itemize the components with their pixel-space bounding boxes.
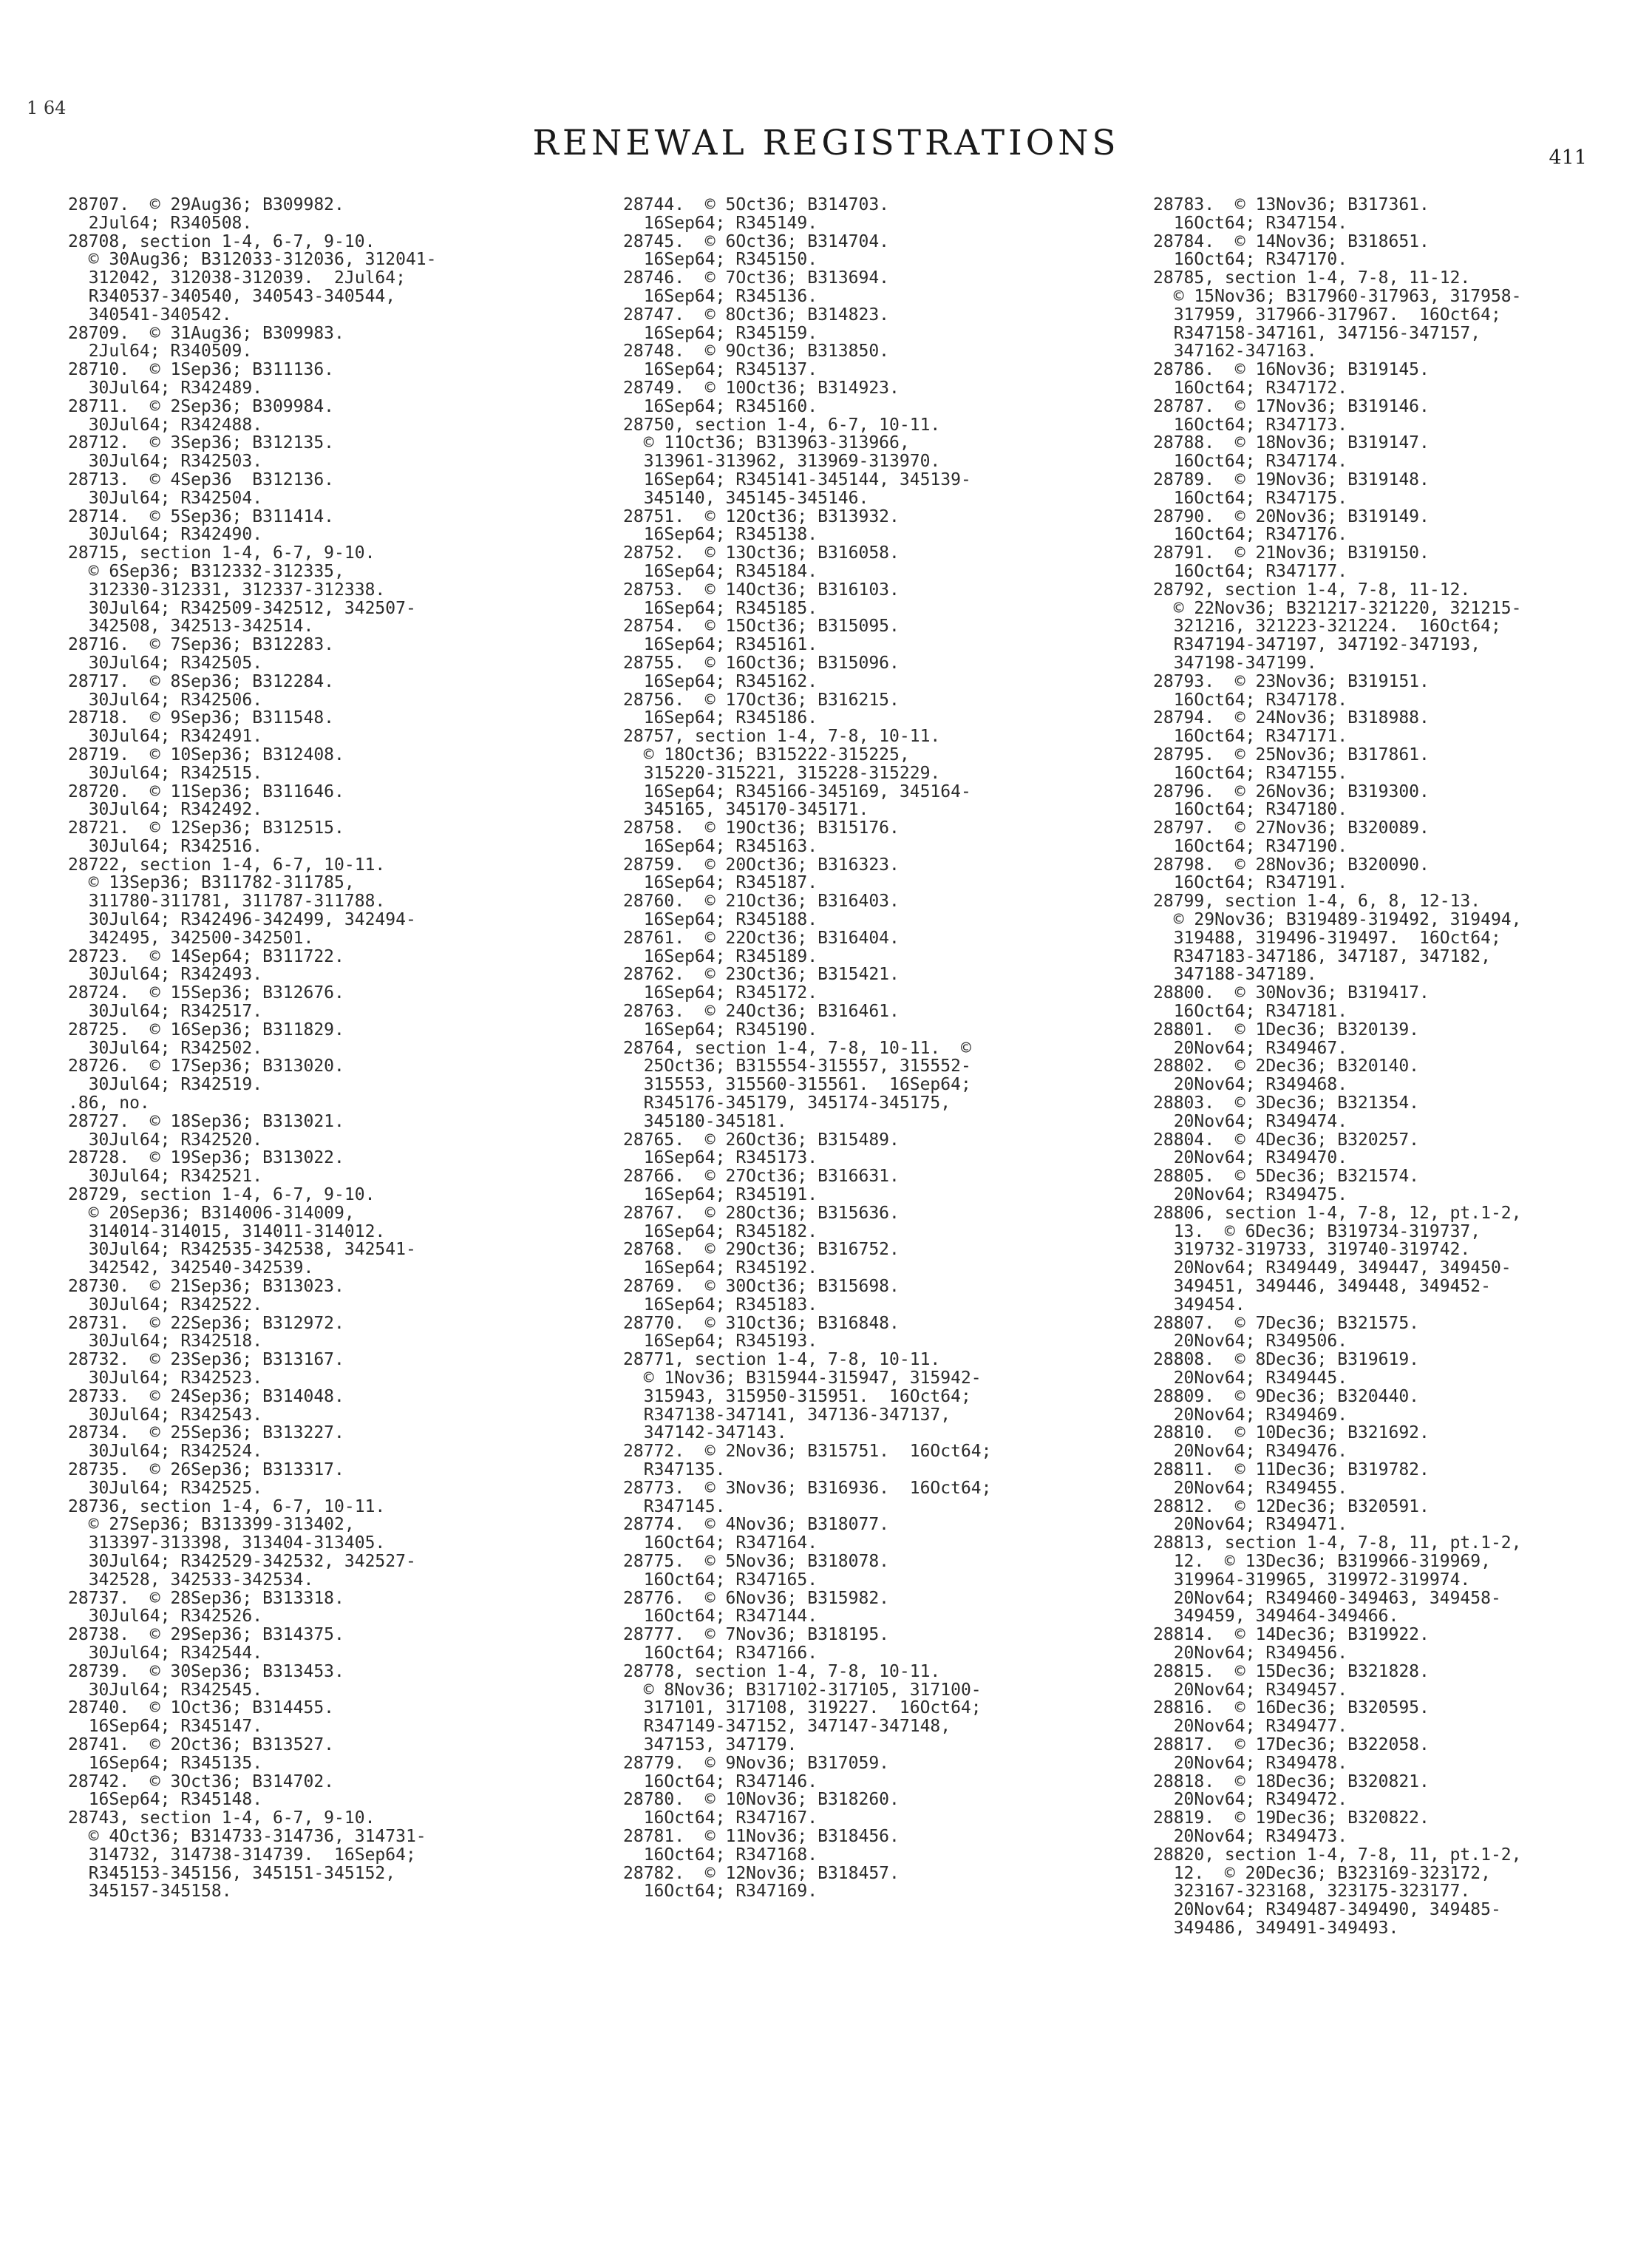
page-marker: 1 64 bbox=[27, 98, 67, 118]
registration-entry: 28718. © 9Sep36; B311548. 30Jul64; R342491. bbox=[68, 708, 335, 747]
registration-entry: 28726. © 17Sep36; B313020. 30Jul64; R342519. .86, no. bbox=[68, 1057, 344, 1113]
registration-entry: 28773. © 3Nov36; B316936. 16Oct64; R347145. bbox=[623, 1478, 992, 1516]
registration-entry: 28813, section 1-4, 7-8, 11, pt.1-2, 12. © 13Dec36; B319966-319969, 319964-319965, 319972-319974. 20Nov64; R349460-349463, 349458- 349459, 349464-349466. bbox=[1153, 1533, 1522, 1627]
registration-entry: 28760. © 21Oct36; B316403. 16Sep64; R345188. bbox=[623, 892, 900, 930]
registration-entry: 28796. © 26Nov36; B319300. 16Oct64; R347180. bbox=[1153, 781, 1430, 820]
registration-entry: 28714. © 5Sep36; B311414. 30Jul64; R342490. bbox=[68, 506, 335, 545]
registration-entry: 28716. © 7Sep36; B312283. 30Jul64; R342505. bbox=[68, 635, 335, 673]
registration-entry: 28775. © 5Nov36; B318078. 16Oct64; R347165. bbox=[623, 1551, 890, 1590]
registration-entry: 28707. © 29Aug36; B309982. 2Jul64; R340508. bbox=[68, 195, 344, 233]
registration-entry: 28770. © 31Oct36; B316848. 16Sep64; R345193. bbox=[623, 1313, 900, 1351]
registration-entry: 28782. © 12Nov36; B318457. 16Oct64; R347169. bbox=[623, 1863, 900, 1902]
registration-entry: 28780. © 10Nov36; B318260. 16Oct64; R347167. bbox=[623, 1790, 900, 1828]
registration-entry: 28739. © 30Sep36; B313453. 30Jul64; R342545. bbox=[68, 1661, 344, 1700]
registration-entry: 28754. © 15Oct36; B315095. 16Sep64; R345161. bbox=[623, 617, 900, 655]
registration-entry: 28820, section 1-4, 7-8, 11, pt.1-2, 12. © 20Dec36; B323169-323172, 323167-323168, 323175-323177. 20Nov64; R349487-349490, 349485- 349486, 349491-349493. bbox=[1153, 1845, 1522, 1938]
registration-entry: 28793. © 23Nov36; B319151. 16Oct64; R347178. bbox=[1153, 671, 1430, 710]
registration-entry: 28814. © 14Dec36; B319922. 20Nov64; R349456. bbox=[1153, 1625, 1430, 1663]
registration-entry: 28727. © 18Sep36; B313021. 30Jul64; R342520. bbox=[68, 1111, 344, 1150]
registration-entry: 28719. © 10Sep36; B312408. 30Jul64; R342515. bbox=[68, 745, 344, 783]
registration-entry: 28805. © 5Dec36; B321574. 20Nov64; R349475. bbox=[1153, 1167, 1420, 1205]
registration-entry: 28729, section 1-4, 6-7, 9-10. © 20Sep36; B314006-314009, 314014-314015, 314011-314012. 30Jul64; R342535-342538, 342541- 342542, 342540-342539. bbox=[68, 1185, 416, 1278]
registration-entry: 28736, section 1-4, 6-7, 10-11. © 27Sep36; B313399-313402, 313397-313398, 313404-313405. 30Jul64; R342529-342532, 342527- 342528, 342533-342534. bbox=[68, 1496, 416, 1590]
registration-entry: 28819. © 19Dec36; B320822. 20Nov64; R349473. bbox=[1153, 1808, 1430, 1846]
registration-entry: 28807. © 7Dec36; B321575. 20Nov64; R349506. bbox=[1153, 1313, 1420, 1351]
registration-entry: 28794. © 24Nov36; B318988. 16Oct64; R347171. bbox=[1153, 708, 1430, 747]
registration-entry: 28784. © 14Nov36; B318651. 16Oct64; R347170. bbox=[1153, 231, 1430, 270]
registration-entry: 28724. © 15Sep36; B312676. 30Jul64; R342517. bbox=[68, 983, 344, 1022]
registration-entry: 28803. © 3Dec36; B321354. 20Nov64; R349474. bbox=[1153, 1093, 1420, 1131]
registration-entry: 28746. © 7Oct36; B313694. 16Sep64; R345136. bbox=[623, 268, 890, 306]
registration-entry: 28795. © 25Nov36; B317861. 16Oct64; R347155. bbox=[1153, 745, 1430, 783]
registration-entry: 28765. © 26Oct36; B315489. 16Sep64; R345173. bbox=[623, 1130, 900, 1168]
registration-entry: 28798. © 28Nov36; B320090. 16Oct64; R347191. bbox=[1153, 855, 1430, 893]
registration-entry: 28757, section 1-4, 7-8, 10-11. © 18Oct36; B315222-315225, 315220-315221, 315228-315229. 16Sep64; R345166-345169, 345164- 345165, 345170-345171. bbox=[623, 727, 971, 820]
registration-entry: 28781. © 11Nov36; B318456. 16Oct64; R347168. bbox=[623, 1826, 900, 1865]
registration-entry: 28751. © 12Oct36; B313932. 16Sep64; R345138. bbox=[623, 506, 900, 545]
registration-entry: 28792, section 1-4, 7-8, 11-12. © 22Nov36; B321217-321220, 321215- 321216, 321223-321224. 16Oct64; R347194-347197, 347192-347193, 347198-347199. bbox=[1153, 580, 1522, 673]
registration-entry: 28779. © 9Nov36; B317059. 16Oct64; R347146. bbox=[623, 1753, 890, 1791]
column-2 bbox=[623, 196, 1133, 1901]
registration-entry: 28812. © 12Dec36; B320591. 20Nov64; R349471. bbox=[1153, 1496, 1430, 1535]
registration-entry: 28708, section 1-4, 6-7, 9-10. © 30Aug36; B312033-312036, 312041- 312042, 312038-312039. 2Jul64; R340537-340540, 340543-340544, 340541-340542. bbox=[68, 231, 437, 325]
registration-entry: 28801. © 1Dec36; B320139. 20Nov64; R349467. bbox=[1153, 1020, 1420, 1058]
page-title: RENEWAL REGISTRATIONS bbox=[532, 123, 1120, 163]
registration-entry: 28755. © 16Oct36; B315096. 16Sep64; R345162. bbox=[623, 653, 900, 691]
registration-entry: 28767. © 28Oct36; B315636. 16Sep64; R345182. bbox=[623, 1203, 900, 1241]
registration-entry: 28771, section 1-4, 7-8, 10-11. © 1Nov36; B315944-315947, 315942- 315943, 315950-315951. 16Oct64; R347138-347141, 347136-347137, 347142-347143. bbox=[623, 1350, 982, 1443]
registration-entry: 28725. © 16Sep36; B311829. 30Jul64; R342502. bbox=[68, 1020, 344, 1058]
registration-entry: 28811. © 11Dec36; B319782. 20Nov64; R349455. bbox=[1153, 1459, 1430, 1498]
registration-entry: 28735. © 26Sep36; B313317. 30Jul64; R342525. bbox=[68, 1459, 344, 1498]
registration-entry: 28799, section 1-4, 6, 8, 12-13. © 29Nov36; B319489-319492, 319494, 319488, 319496-319497. 16Oct64; R347183-347186, 347187, 347182, 347188-347189. bbox=[1153, 892, 1522, 985]
registration-entry: 28732. © 23Sep36; B313167. 30Jul64; R342523. bbox=[68, 1350, 344, 1388]
registration-entry: 28800. © 30Nov36; B319417. 16Oct64; R347181. bbox=[1153, 983, 1430, 1022]
registration-entry: 28816. © 16Dec36; B320595. 20Nov64; R349477. bbox=[1153, 1698, 1430, 1737]
registration-entry: 28722, section 1-4, 6-7, 10-11. © 13Sep36; B311782-311785, 311780-311781, 311787-311788. 30Jul64; R342496-342499, 342494- 342495, 342500-342501. bbox=[68, 855, 416, 948]
registration-entry: 28810. © 10Dec36; B321692. 20Nov64; R349476. bbox=[1153, 1423, 1430, 1462]
registration-entry: 28712. © 3Sep36; B312135. 30Jul64; R342503. bbox=[68, 433, 335, 472]
registration-entry: 28756. © 17Oct36; B316215. 16Sep64; R345186. bbox=[623, 690, 900, 728]
registration-entry: 28733. © 24Sep36; B314048. 30Jul64; R342543. bbox=[68, 1386, 344, 1425]
registration-entry: 28809. © 9Dec36; B320440. 20Nov64; R349469. bbox=[1153, 1386, 1420, 1425]
registration-entry: 28745. © 6Oct36; B314704. 16Sep64; R345150. bbox=[623, 231, 890, 270]
registration-entry: 28763. © 24Oct36; B316461. 16Sep64; R345190. bbox=[623, 1002, 900, 1039]
registration-entry: 28772. © 2Nov36; B315751. 16Oct64; R347135. bbox=[623, 1442, 992, 1479]
registration-entry: 28711. © 2Sep36; B309984. 30Jul64; R342488. bbox=[68, 396, 335, 435]
registration-entry: 28788. © 18Nov36; B319147. 16Oct64; R347174. bbox=[1153, 433, 1430, 472]
registration-entry: 28787. © 17Nov36; B319146. 16Oct64; R347173. bbox=[1153, 396, 1430, 435]
registration-entry: 28737. © 28Sep36; B313318. 30Jul64; R342526. bbox=[68, 1588, 344, 1627]
registration-entry: 28748. © 9Oct36; B313850. 16Sep64; R345137. bbox=[623, 342, 890, 380]
registration-entry: 28766. © 27Oct36; B316631. 16Sep64; R345191. bbox=[623, 1167, 900, 1205]
registration-entry: 28797. © 27Nov36; B320089. 16Oct64; R347190. bbox=[1153, 818, 1430, 856]
registration-entry: 28723. © 14Sep64; B311722. 30Jul64; R342493. bbox=[68, 946, 344, 985]
registration-entry: 28717. © 8Sep36; B312284. 30Jul64; R342506. bbox=[68, 671, 335, 710]
registration-entry: 28720. © 11Sep36; B311646. 30Jul64; R342492. bbox=[68, 781, 344, 820]
registration-entry: 28730. © 21Sep36; B313023. 30Jul64; R342522. bbox=[68, 1277, 344, 1315]
registration-entry: 28802. © 2Dec36; B320140. 20Nov64; R349468. bbox=[1153, 1057, 1420, 1095]
registration-entry: 28740. © 1Oct36; B314455. 16Sep64; R345147. bbox=[68, 1698, 335, 1737]
registration-entry: 28731. © 22Sep36; B312972. 30Jul64; R342518. bbox=[68, 1313, 344, 1351]
registration-entry: 28769. © 30Oct36; B315698. 16Sep64; R345183. bbox=[623, 1277, 900, 1315]
registration-entry: 28777. © 7Nov36; B318195. 16Oct64; R347166. bbox=[623, 1625, 890, 1663]
registration-entry: 28815. © 15Dec36; B321828. 20Nov64; R349457. bbox=[1153, 1661, 1430, 1700]
registration-entry: 28783. © 13Nov36; B317361. 16Oct64; R347154. bbox=[1153, 195, 1430, 233]
registration-entry: 28734. © 25Sep36; B313227. 30Jul64; R342524. bbox=[68, 1423, 344, 1462]
registration-entry: 28776. © 6Nov36; B315982. 16Oct64; R347144. bbox=[623, 1588, 890, 1627]
registration-entry: 28790. © 20Nov36; B319149. 16Oct64; R347176. bbox=[1153, 506, 1430, 545]
registration-entry: 28806, section 1-4, 7-8, 12, pt.1-2, 13. © 6Dec36; B319734-319737, 319732-319733, 319740-319742. 20Nov64; R349449, 349447, 349450- 349451, 349446, 349448, 349452- 349454. bbox=[1153, 1203, 1522, 1315]
registration-entry: 28713. © 4Sep36 B312136. 30Jul64; R342504. bbox=[68, 469, 335, 508]
registration-entry: 28791. © 21Nov36; B319150. 16Oct64; R347177. bbox=[1153, 543, 1430, 581]
registration-entry: 28728. © 19Sep36; B313022. 30Jul64; R342521. bbox=[68, 1148, 344, 1187]
page-number: 411 bbox=[1549, 146, 1587, 169]
registration-entry: 28710. © 1Sep36; B311136. 30Jul64; R342489. bbox=[68, 360, 335, 398]
registration-entry: 28786. © 16Nov36; B319145. 16Oct64; R347172. bbox=[1153, 360, 1430, 398]
registration-entry: 28804. © 4Dec36; B320257. 20Nov64; R349470. bbox=[1153, 1130, 1420, 1168]
registration-entry: 28774. © 4Nov36; B318077. 16Oct64; R347164. bbox=[623, 1515, 890, 1553]
registration-entry: 28715, section 1-4, 6-7, 9-10. © 6Sep36; B312332-312335, 312330-312331, 312337-312338. 30Jul64; R342509-342512, 342507- 342508, 342513-342514. bbox=[68, 543, 416, 637]
registration-entry: 28785, section 1-4, 7-8, 11-12. © 15Nov36; B317960-317963, 317958- 317959, 317966-317967. 16Oct64; R347158-347161, 347156-347157, 347162-347163. bbox=[1153, 268, 1522, 362]
registration-entry: 28741. © 2Oct36; B313527. 16Sep64; R345135. bbox=[68, 1734, 335, 1773]
registration-entry: 28738. © 29Sep36; B314375. 30Jul64; R342544. bbox=[68, 1625, 344, 1663]
registration-entry: 28759. © 20Oct36; B316323. 16Sep64; R345187. bbox=[623, 855, 900, 893]
registration-entry: 28744. © 5Oct36; B314703. 16Sep64; R345149. bbox=[623, 195, 890, 233]
registration-entry: 28758. © 19Oct36; B315176. 16Sep64; R345163. bbox=[623, 818, 900, 856]
registration-entry: 28752. © 13Oct36; B316058. 16Sep64; R345184. bbox=[623, 543, 900, 581]
registration-entry: 28742. © 3Oct36; B314702. 16Sep64; R345148. bbox=[68, 1771, 335, 1810]
registration-entry: 28817. © 17Dec36; B322058. 20Nov64; R349478. bbox=[1153, 1734, 1430, 1773]
registration-entry: 28750, section 1-4, 6-7, 10-11. © 11Oct36; B313963-313966, 313961-313962, 313969-313970. 16Sep64; R345141-345144, 345139- 345140, 345145-345146. bbox=[623, 415, 971, 508]
registration-entry: 28753. © 14Oct36; B316103. 16Sep64; R345185. bbox=[623, 580, 900, 618]
registration-entry: 28761. © 22Oct36; B316404. 16Sep64; R345189. bbox=[623, 928, 900, 966]
registration-entry: 28747. © 8Oct36; B314823. 16Sep64; R345159. bbox=[623, 305, 890, 343]
registration-entry: 28762. © 23Oct36; B315421. 16Sep64; R345172. bbox=[623, 965, 900, 1003]
registration-entry: 28721. © 12Sep36; B312515. 30Jul64; R342516. bbox=[68, 818, 344, 856]
registration-entry: 28818. © 18Dec36; B320821. 20Nov64; R349472. bbox=[1153, 1771, 1430, 1810]
registration-entry: 28749. © 10Oct36; B314923. 16Sep64; R345160. bbox=[623, 378, 900, 416]
registration-entry: 28743, section 1-4, 6-7, 9-10. © 4Oct36; B314733-314736, 314731- 314732, 314738-314739. 16Sep64; R345153-345156, 345151-345152, 345157-345158. bbox=[68, 1808, 426, 1902]
registration-entry: 28778, section 1-4, 7-8, 10-11. © 8Nov36; B317102-317105, 317100- 317101, 317108, 319227. 16Oct64; R347149-347152, 347147-347148, 347153, 347179. bbox=[623, 1661, 982, 1754]
column-3 bbox=[1153, 196, 1652, 1938]
column-1 bbox=[68, 196, 578, 1901]
registration-entry: 28808. © 8Dec36; B319619. 20Nov64; R349445. bbox=[1153, 1350, 1420, 1388]
registration-entry: 28789. © 19Nov36; B319148. 16Oct64; R347175. bbox=[1153, 469, 1430, 508]
registration-entry: 28764, section 1-4, 7-8, 10-11. © 25Oct36; B315554-315557, 315552- 315553, 315560-315561. 16Sep64; R345176-345179, 345174-345175, 345180-345181. bbox=[623, 1038, 971, 1131]
registration-entry: 28709. © 31Aug36; B309983. 2Jul64; R340509. bbox=[68, 323, 344, 362]
registration-entry: 28768. © 29Oct36; B316752. 16Sep64; R345192. bbox=[623, 1240, 900, 1278]
